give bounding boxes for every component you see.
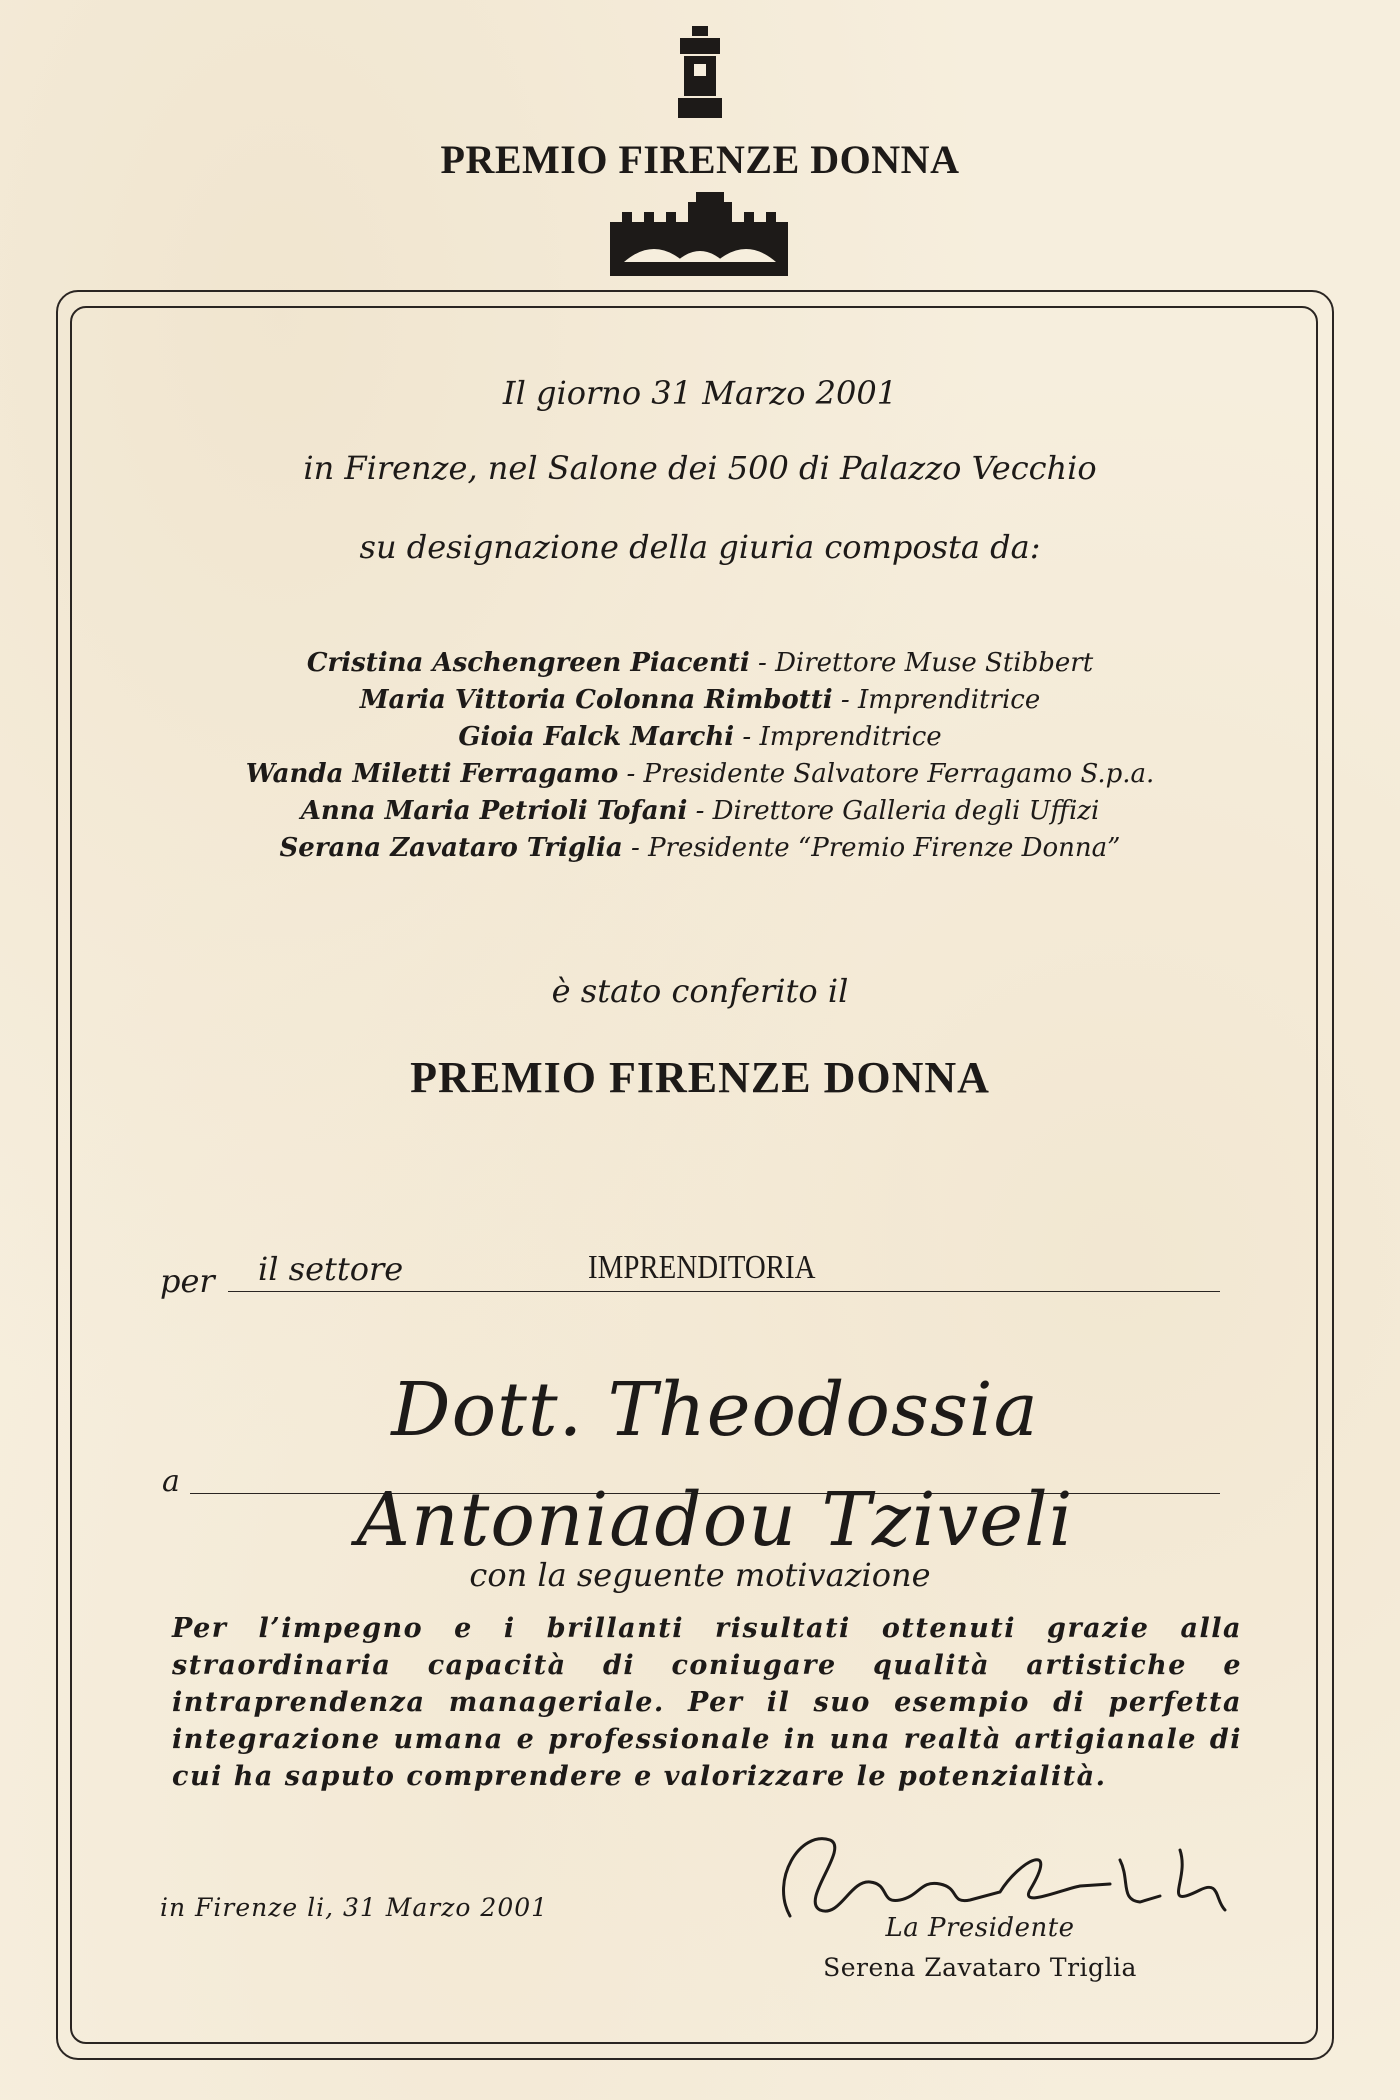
sector-label: il settore (258, 1250, 404, 1288)
award-title: PREMIO FIRENZE DONNA (410, 1053, 990, 1102)
conferred-line: è stato conferito il (551, 972, 849, 1010)
jury-member: Maria Vittoria Colonna Rimbotti - Imprenditrice (359, 685, 1041, 715)
jury-member: Wanda Miletti Ferragamo - Presidente Salvatore Ferragamo S.p.a. (245, 759, 1155, 789)
recipient-name: Dott. Theodossia Antoniadou Tziveli (356, 1367, 1074, 1563)
motivation-heading: con la seguente motivazione (469, 1556, 931, 1594)
jury-list (0, 645, 1400, 867)
place-line: in Firenze, nel Salone dei 500 di Palazzo Vecchio (303, 449, 1097, 487)
jury-member: Gioia Falck Marchi - Imprenditrice (458, 722, 942, 752)
a-label: a (162, 1464, 180, 1499)
motivation-text: Per l’impegno e i brillanti risultati ottenuti grazie alla straordinaria capacità di coniugare qualità artistiche e intraprendenza manageriale. Per il suo esempio di perfetta integrazione umana e professionale in una realtà artigianale di cui ha saputo comprendere e valorizzare le potenzialità. (172, 1613, 1242, 1792)
jury-member: Serana Zavataro Triglia - Presidente “Premio Firenze Donna” (279, 833, 1121, 863)
place-date: in Firenze li, 31 Marzo 2001 (160, 1893, 549, 1922)
per-label: per (160, 1262, 215, 1300)
jury-member: Anna Maria Petrioli Tofani - Direttore Galleria degli Uffizi (300, 796, 1100, 826)
signer-name: Serena Zavataro Triglia (823, 1953, 1137, 1982)
sector-value: IMPRENDITORIA (588, 1249, 816, 1286)
jury-intro: su designazione della giuria composta da: (359, 528, 1041, 566)
ponte-vecchio-logo-icon (610, 192, 790, 276)
jury-member: Cristina Aschengreen Piacenti - Direttore Muse Stibbert (306, 648, 1094, 678)
brand-title: PREMIO FIRENZE DONNA (440, 137, 960, 182)
date-line: Il giorno 31 Marzo 2001 (502, 374, 898, 412)
sector-fill-line (228, 1290, 1220, 1292)
signer-title: La Presidente (885, 1913, 1075, 1943)
tower-logo-icon (670, 26, 730, 118)
